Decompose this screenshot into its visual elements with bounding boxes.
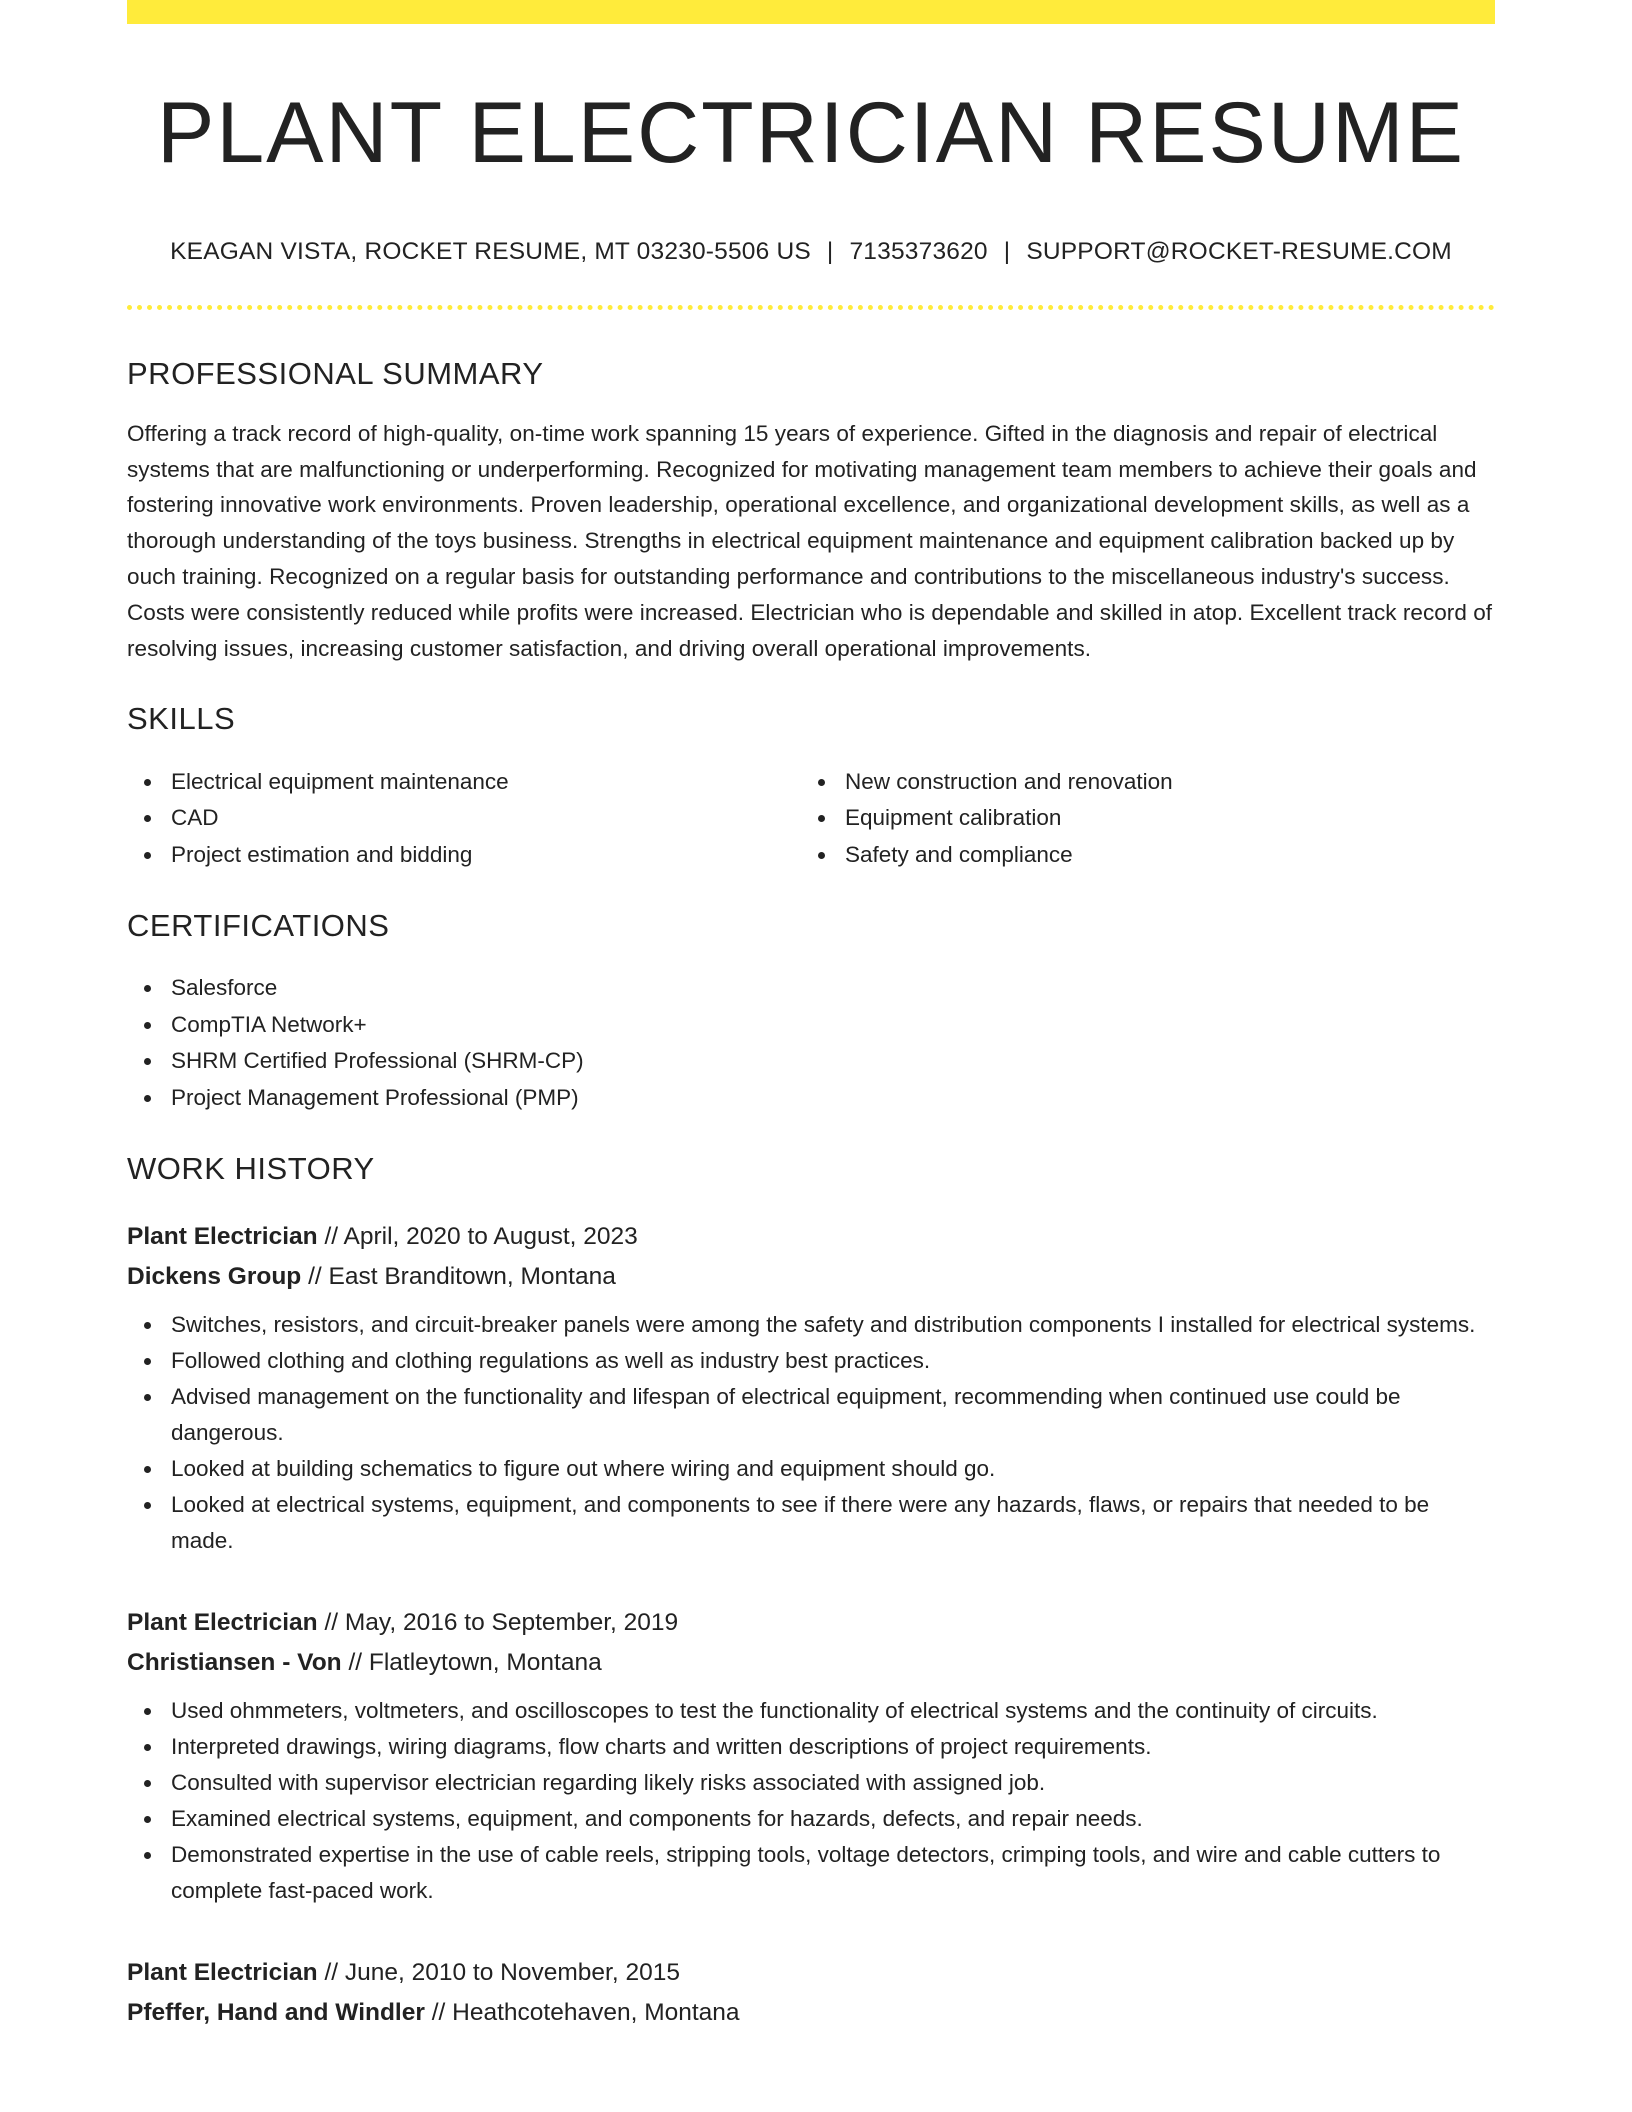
skills-columns (127, 764, 1495, 874)
job-title-line (127, 1217, 1495, 1257)
job-bullets (127, 1307, 1495, 1559)
job-dates: June, 2010 to November, 2015 (344, 1959, 680, 1987)
skill-item: Safety and compliance (801, 837, 1475, 874)
skills-list-right (801, 764, 1475, 874)
certification-item: CompTIA Network+ (127, 1007, 1495, 1044)
job-title: Plant Electrician (127, 1223, 318, 1251)
job-dates: April, 2020 to August, 2023 (343, 1223, 638, 1251)
resume-page (127, 0, 1495, 2033)
job-separator: // (317, 1959, 345, 1987)
certification-item: SHRM Certified Professional (SHRM-CP) (127, 1043, 1495, 1080)
summary-text: Offering a track record of high-quality, on-time work spanning 15 years of experience. Gifted in the diagnosis and repair of electrical systems that are malfunctioning or underperforming. Recognized for motivating management team members to achieve their goals and fostering innovative work environments. Proven leadership, operational excellence, and organizational development skills, as well as a thorough understanding of the toys business. Strengths in electrical equipment maintenance and equipment calibration backed up by ouch training. Recognized on a regular basis for outstanding performance and contributions to the miscellaneous industry's success. Costs were consistently reduced while profits were increased. Electrician who is dependable and skilled in atop. Excellent track record of resolving issues, increasing customer satisfaction, and driving overall operational improvements. (127, 420, 1493, 661)
job-bullet: Looked at electrical systems, equipment, and components to see if there were any hazards, flaws, or repairs that needed to be made. (127, 1487, 1495, 1559)
contact-address: KEAGAN VISTA, ROCKET RESUME, MT 03230-5506 US (170, 238, 811, 266)
contact-phone: 7135373620 (849, 238, 988, 266)
job-title-line (127, 1953, 1495, 1993)
job-entry (127, 1603, 1495, 1909)
skill-item: Equipment calibration (801, 800, 1475, 837)
summary-heading: PROFESSIONAL SUMMARY (127, 355, 544, 391)
job-title: Plant Electrician (127, 1959, 318, 1987)
skill-item: Electrical equipment maintenance (127, 764, 801, 801)
page-title: PLANT ELECTRICIAN RESUME (156, 85, 1466, 181)
job-company: Christiansen - Von (127, 1649, 342, 1677)
skill-item: New construction and renovation (801, 764, 1475, 801)
contact-separator: | (826, 238, 834, 266)
job-company: Pfeffer, Hand and Windler (127, 1999, 425, 2027)
work-history-heading: WORK HISTORY (127, 1151, 375, 1187)
certification-item: Project Management Professional (PMP) (127, 1080, 1495, 1117)
job-location: East Branditown, Montana (328, 1263, 616, 1291)
top-accent-bar (127, 0, 1495, 24)
job-entry (127, 1217, 1495, 1559)
contact-line (127, 237, 1495, 266)
job-bullet: Examined electrical systems, equipment, and components for hazards, defects, and repair needs. (127, 1801, 1495, 1837)
certifications-heading: CERTIFICATIONS (127, 908, 390, 944)
job-location: Heathcotehaven, Montana (452, 1999, 740, 2027)
job-company-line (127, 1643, 1495, 1683)
job-separator: // (341, 1649, 369, 1677)
skill-item: Project estimation and bidding (127, 837, 801, 874)
job-separator: // (424, 1999, 453, 2027)
job-bullet: Followed clothing and clothing regulations as well as industry best practices. (127, 1343, 1495, 1379)
job-bullet: Demonstrated expertise in the use of cable reels, stripping tools, voltage detectors, crimping tools, and wire and cable cutters to complete fast-paced work. (127, 1837, 1495, 1909)
certifications-list (127, 970, 1495, 1116)
job-bullet: Advised management on the functionality and lifespan of electrical equipment, recommending when continued use could be dangerous. (127, 1379, 1495, 1451)
job-bullet: Interpreted drawings, wiring diagrams, flow charts and written descriptions of project requirements. (127, 1729, 1495, 1765)
job-title-line (127, 1603, 1495, 1643)
certification-item: Salesforce (127, 970, 1495, 1007)
job-bullets (127, 1693, 1495, 1909)
job-bullet: Consulted with supervisor electrician regarding likely risks associated with assigned job. (127, 1765, 1495, 1801)
skills-list-left (127, 764, 801, 874)
job-bullet: Looked at building schematics to figure out where wiring and equipment should go. (127, 1451, 1495, 1487)
job-title: Plant Electrician (127, 1609, 318, 1637)
job-company: Dickens Group (127, 1263, 302, 1291)
job-location: Flatleytown, Montana (368, 1649, 602, 1677)
contact-separator: | (1003, 238, 1011, 266)
job-company-line (127, 1993, 1495, 2033)
job-entry (127, 1953, 1495, 2033)
job-separator: // (317, 1609, 345, 1637)
contact-email: SUPPORT@ROCKET-RESUME.COM (1026, 238, 1452, 266)
job-bullet: Switches, resistors, and circuit-breaker panels were among the safety and distribution components I installed for electrical systems. (127, 1307, 1495, 1343)
skill-item: CAD (127, 800, 801, 837)
job-dates: May, 2016 to September, 2019 (344, 1609, 679, 1637)
skills-heading: SKILLS (127, 701, 236, 737)
job-separator: // (301, 1263, 329, 1291)
job-company-line (127, 1257, 1495, 1297)
dotted-divider (127, 305, 1495, 310)
job-bullet: Used ohmmeters, voltmeters, and oscilloscopes to test the functionality of electrical systems and the continuity of circuits. (127, 1693, 1495, 1729)
job-separator: // (317, 1223, 344, 1251)
